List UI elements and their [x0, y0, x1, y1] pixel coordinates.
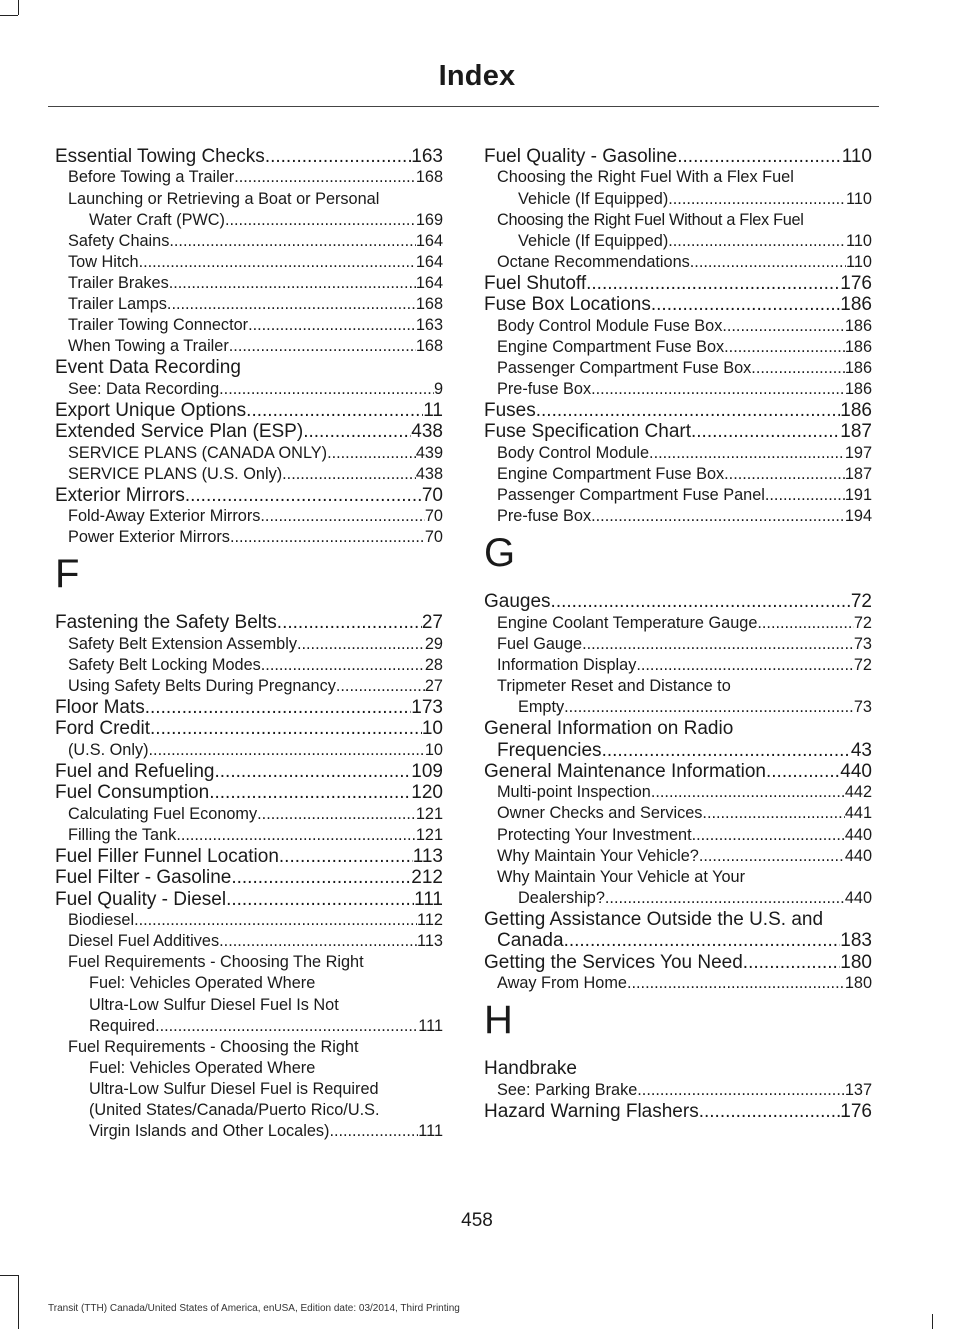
index-heading-text: Getting Assistance Outside the U.S. and — [484, 908, 824, 930]
index-entry[interactable]: Essential Towing Checks ..... 163 — [55, 146, 443, 167]
index-entry[interactable]: Getting the Services You Need ..... 180 — [484, 952, 872, 973]
section-letter-g: G — [484, 531, 516, 576]
index-entry[interactable]: Fuse Box Locations ..... 186 — [484, 294, 872, 315]
index-entry[interactable]: Hazard Warning Flashers ..... 176 — [484, 1101, 872, 1122]
index-subentry-text: Fuel Requirements - Choosing The Right — [68, 953, 364, 972]
crop-mark — [18, 1275, 19, 1329]
index-entry[interactable]: General Maintenance Information ..... 440 — [484, 761, 872, 782]
index-subentry-text: Launching or Retrieving a Boat or Personal — [68, 189, 380, 208]
index-subentry-text: (United States/Canada/Puerto Rico/U.S. — [89, 1101, 380, 1119]
index-subentry-text: Fuel Requirements - Choosing the Right — [68, 1037, 359, 1056]
index-subentry-text: Choosing the Right Fuel Without a Flex Fuel — [497, 210, 804, 229]
title-divider — [48, 106, 879, 107]
index-subentry[interactable]: Safety Belt Locking Modes ..... 28 — [55, 655, 443, 676]
index-entry[interactable]: Fuel Quality - Gasoline ..... 110 — [484, 146, 872, 167]
index-subentry[interactable]: Tow Hitch ..... 164 — [55, 252, 443, 273]
index-subentry[interactable]: See: Parking Brake ..... 137 — [484, 1080, 872, 1101]
index-entry[interactable]: Ford Credit ..... 10 — [55, 718, 443, 739]
index-subentry[interactable]: Calculating Fuel Economy ..... 121 — [55, 804, 443, 825]
index-entry[interactable]: Fastening the Safety Belts ..... 27 — [55, 612, 443, 633]
index-subentry[interactable]: Owner Checks and Services ..... 441 — [484, 803, 872, 824]
index-subentry[interactable]: Empty ..... 73 — [484, 697, 872, 718]
index-heading-text: Handbrake — [484, 1058, 577, 1080]
index-column-right — [484, 146, 872, 1122]
index-entry[interactable]: Fuse Specification Chart ..... 187 — [484, 421, 872, 442]
index-subentry[interactable]: Before Towing a Trailer ..... 168 — [55, 167, 443, 188]
index-entry[interactable]: Fuel Shutoff ..... 176 — [484, 273, 872, 294]
index-entry[interactable]: Frequencies ..... 43 — [484, 740, 872, 761]
index-subentry[interactable]: (U.S. Only) ..... 10 — [55, 740, 443, 761]
index-subentry[interactable]: Diesel Fuel Additives ..... 113 — [55, 931, 443, 952]
index-subentry[interactable]: Trailer Lamps ..... 168 — [55, 294, 443, 315]
index-subentry[interactable]: Protecting Your Investment ..... 440 — [484, 825, 872, 846]
index-heading-text: General Information on Radio — [484, 718, 734, 740]
index-subentry[interactable]: Fuel Gauge ..... 73 — [484, 634, 872, 655]
page-number: 458 — [461, 1210, 493, 1231]
index-subentry[interactable]: Engine Coolant Temperature Gauge ..... 72 — [484, 613, 872, 634]
index-subentry[interactable]: Safety Belt Extension Assembly ..... 29 — [55, 634, 443, 655]
index-subentry[interactable]: Multi-point Inspection ..... 442 — [484, 782, 872, 803]
index-subentry[interactable]: Vehicle (If Equipped) ..... 110 — [484, 189, 872, 210]
index-subentry[interactable]: Fold-Away Exterior Mirrors ..... 70 — [55, 506, 443, 527]
index-subentry[interactable]: Away From Home ..... 180 — [484, 973, 872, 994]
index-entry[interactable]: Canada ..... 183 — [484, 930, 872, 951]
index-subentry-text: Ultra-Low Sulfur Diesel Fuel Is Not — [89, 995, 339, 1014]
section-letter-f: F — [55, 552, 80, 597]
index-entry[interactable]: Fuel and Refueling ..... 109 — [55, 761, 443, 782]
crop-mark — [0, 15, 18, 16]
index-column-left — [55, 146, 443, 1142]
index-subentry[interactable]: Passenger Compartment Fuse Box ..... 186 — [484, 358, 872, 379]
index-subentry[interactable]: Safety Chains ..... 164 — [55, 231, 443, 252]
index-subentry[interactable]: Trailer Brakes ..... 164 — [55, 273, 443, 294]
crop-mark — [0, 1275, 18, 1276]
index-subentry[interactable]: Why Maintain Your Vehicle? ..... 440 — [484, 846, 872, 867]
index-subentry[interactable]: Vehicle (If Equipped) ..... 110 — [484, 231, 872, 252]
index-subentry[interactable]: Octane Recommendations ..... 110 — [484, 252, 872, 273]
index-subentry[interactable]: Passenger Compartment Fuse Panel ..... 191 — [484, 485, 872, 506]
index-entry[interactable]: Fuses ..... 186 — [484, 400, 872, 421]
crop-mark — [932, 1314, 933, 1329]
index-subentry[interactable]: Pre-fuse Box ..... 186 — [484, 379, 872, 400]
index-subentry-text: Fuel: Vehicles Operated Where — [89, 1058, 316, 1077]
index-subentry[interactable]: Engine Compartment Fuse Box ..... 186 — [484, 337, 872, 358]
index-entry[interactable]: Floor Mats ..... 173 — [55, 697, 443, 718]
index-subentry[interactable]: When Towing a Trailer ..... 168 — [55, 336, 443, 357]
index-subentry[interactable]: Pre-fuse Box ..... 194 — [484, 506, 872, 527]
index-subentry[interactable]: Required ..... 111 — [55, 1016, 443, 1037]
index-subentry[interactable]: Biodiesel ..... 112 — [55, 910, 443, 931]
index-subentry[interactable]: See: Data Recording ..... 9 — [55, 379, 443, 400]
index-subentry[interactable]: Virgin Islands and Other Locales) ..... 111 — [55, 1121, 443, 1142]
crop-mark — [18, 0, 19, 15]
index-subentry-text: Why Maintain Your Vehicle at Your — [497, 867, 746, 886]
index-entry[interactable]: Fuel Quality - Diesel ..... 111 — [55, 889, 443, 910]
index-entry[interactable]: Fuel Consumption ..... 120 — [55, 782, 443, 803]
index-subentry-text: Tripmeter Reset and Distance to — [497, 676, 731, 695]
index-heading-text: Event Data Recording — [55, 357, 241, 379]
page-title: Index — [438, 60, 516, 92]
index-subentry-text: Fuel: Vehicles Operated Where — [89, 974, 316, 993]
index-subentry-text: Ultra-Low Sulfur Diesel Fuel is Required — [89, 1079, 379, 1098]
index-entry[interactable]: Extended Service Plan (ESP) ..... 438 — [55, 421, 443, 442]
index-subentry[interactable]: Trailer Towing Connector ..... 163 — [55, 315, 443, 336]
index-subentry[interactable]: Power Exterior Mirrors ..... 70 — [55, 527, 443, 548]
index-subentry[interactable]: Filling the Tank ..... 121 — [55, 825, 443, 846]
index-subentry[interactable]: Information Display ..... 72 — [484, 655, 872, 676]
index-subentry[interactable]: Body Control Module Fuse Box ..... 186 — [484, 316, 872, 337]
index-entry[interactable]: Fuel Filter - Gasoline ..... 212 — [55, 867, 443, 888]
index-subentry[interactable]: Using Safety Belts During Pregnancy ..... 27 — [55, 676, 443, 697]
index-subentry-text: Choosing the Right Fuel With a Flex Fuel — [497, 168, 794, 187]
index-subentry[interactable]: SERVICE PLANS (U.S. Only) ..... 438 — [55, 464, 443, 485]
index-entry[interactable]: Fuel Filler Funnel Location ..... 113 — [55, 846, 443, 867]
index-entry[interactable]: Gauges ..... 72 — [484, 591, 872, 612]
section-letter-h: H — [484, 998, 513, 1043]
index-subentry[interactable]: Body Control Module ..... 197 — [484, 443, 872, 464]
footer-edition-text: Transit (TTH) Canada/United States of America, enUSA, Edition date: 03/2014, Third Printing — [48, 1303, 460, 1314]
index-entry[interactable]: Export Unique Options ..... 11 — [55, 400, 443, 421]
index-subentry[interactable]: Engine Compartment Fuse Box ..... 187 — [484, 464, 872, 485]
index-subentry[interactable]: Water Craft (PWC) ..... 169 — [55, 210, 443, 231]
index-subentry[interactable]: Dealership? ..... 440 — [484, 888, 872, 909]
index-entry[interactable]: Exterior Mirrors ..... 70 — [55, 485, 443, 506]
index-subentry[interactable]: SERVICE PLANS (CANADA ONLY) ..... 439 — [55, 443, 443, 464]
